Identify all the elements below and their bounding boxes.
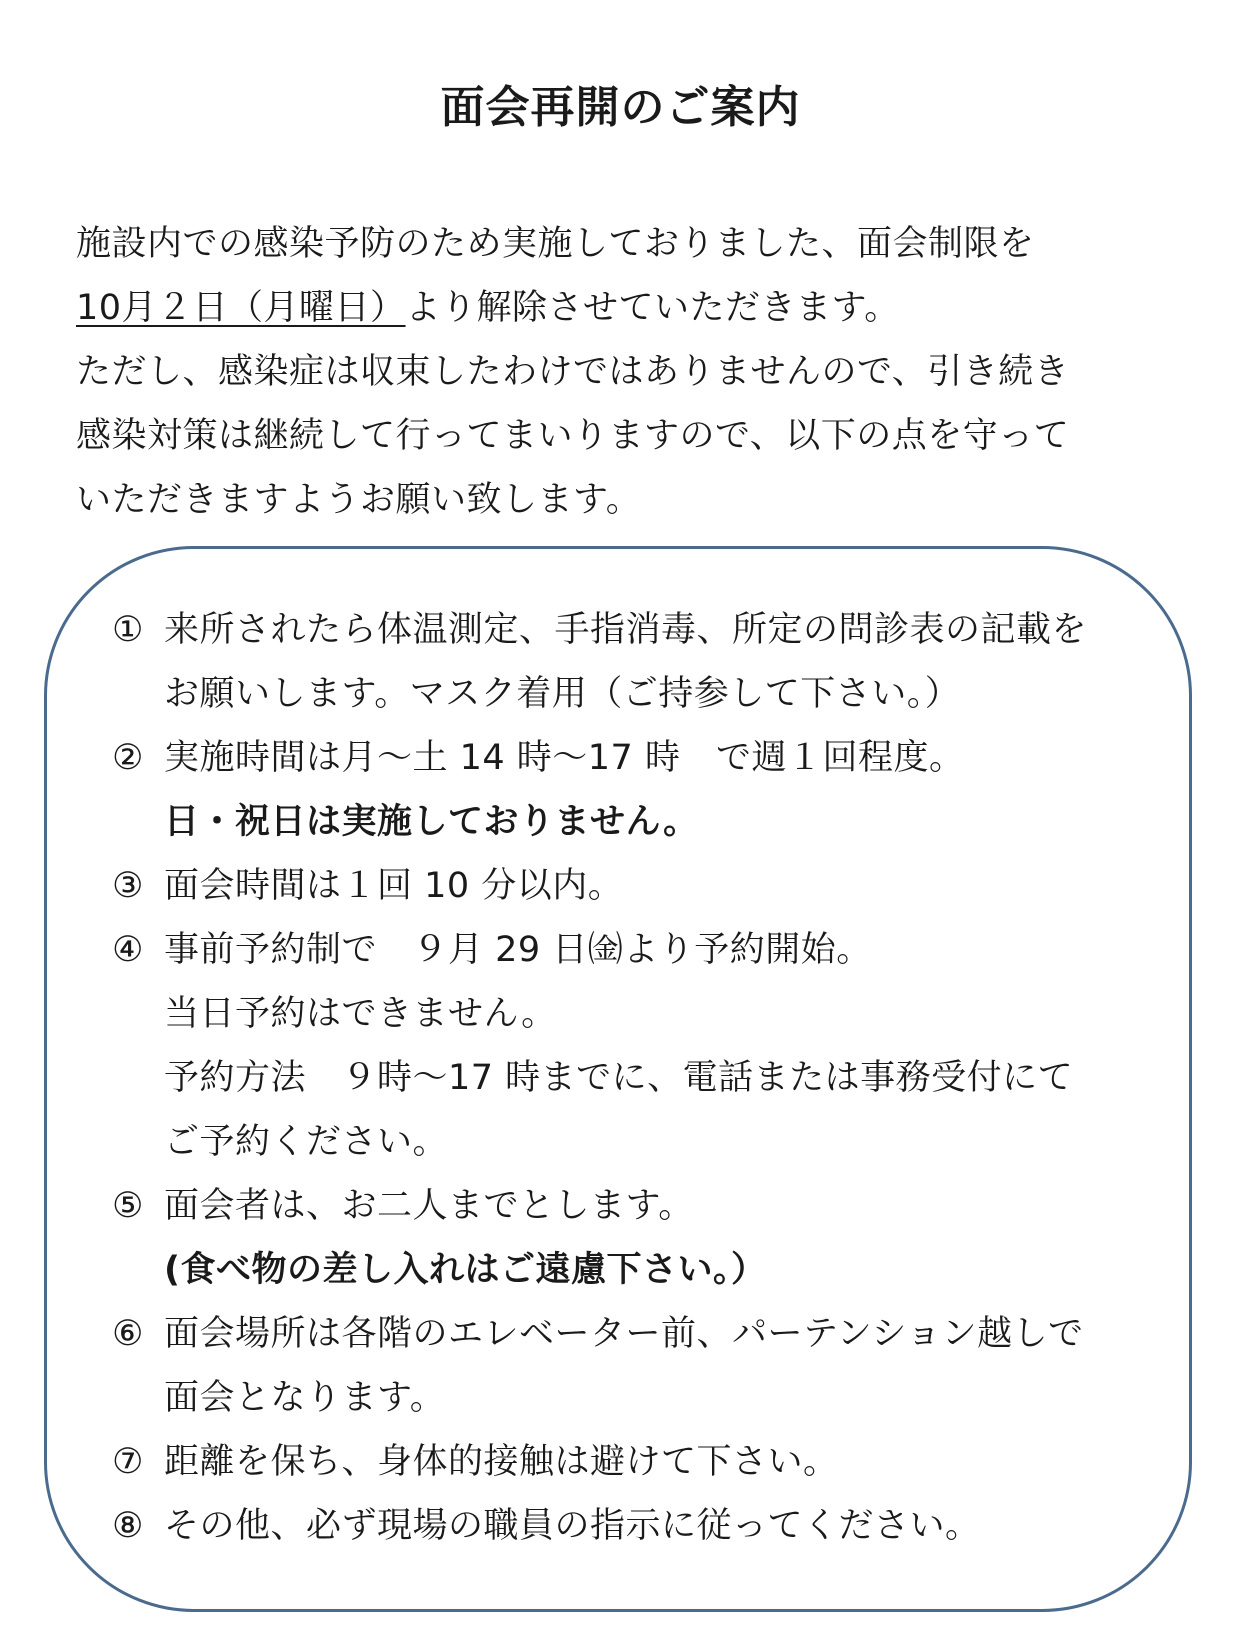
rule-item-1-cont [108, 662, 1178, 726]
rule-item-6-cont [108, 1366, 1178, 1430]
intro-line-2 [76, 276, 1186, 340]
reopen-date: 10月２日（月曜日） [76, 288, 406, 328]
rule-number: ② [112, 738, 144, 778]
rule-text: 来所されたら体温測定、手指消毒、所定の問診表の記載を [164, 610, 1088, 650]
rule-text: 面会時間は１回 10 分以内。 [164, 866, 624, 906]
rule-text: ご予約ください。 [164, 1122, 449, 1162]
rule-text: 面会となります。 [164, 1378, 446, 1418]
rule-number: ③ [112, 866, 144, 906]
rule-item-4 [108, 918, 1178, 982]
rule-text-emphasis: (食べ物の差し入れはご遠慮下さい。） [164, 1250, 767, 1290]
intro-line-3: ただし、感染症は収束したわけではありませんので、引き続き [76, 352, 1070, 392]
rule-text: 面会場所は各階のエレベーター前、パーテンション越しで [164, 1314, 1084, 1354]
rule-number: ⑥ [112, 1314, 144, 1354]
rule-number: ④ [112, 930, 144, 970]
rule-number: ① [112, 610, 144, 650]
rule-item-4-cont [108, 1110, 1178, 1174]
rule-item-6 [108, 1302, 1178, 1366]
rule-item-2 [108, 726, 1178, 790]
rule-text: 当日予約はできません。 [164, 994, 557, 1034]
rule-number: ⑦ [112, 1442, 144, 1482]
rule-text: 予約方法 ９時～17 時までに、電話または事務受付にて [164, 1058, 1074, 1098]
page-title: 面会再開のご案内 [440, 82, 801, 133]
intro-line-1: 施設内での感染予防のため実施しておりました、面会制限を [76, 224, 1035, 264]
intro-line-5: いただきますようお願い致します。 [76, 480, 642, 520]
rule-item-5 [108, 1174, 1178, 1238]
rule-text: 距離を保ち、身体的接触は避けて下さい。 [164, 1442, 839, 1482]
rule-text: 面会者は、お二人までとします。 [164, 1186, 694, 1226]
rule-item-7 [108, 1430, 1178, 1494]
rule-item-8 [108, 1494, 1178, 1558]
rule-number: ⑧ [112, 1506, 144, 1546]
rule-text: その他、必ず現場の職員の指示に従ってください。 [164, 1506, 981, 1546]
rule-item-3 [108, 854, 1178, 918]
rule-item-4-cont [108, 1046, 1178, 1110]
intro-paragraph [76, 212, 1186, 532]
rule-text: 事前予約制で ９月 29 日㈮より予約開始。 [164, 930, 872, 970]
rules-list [108, 598, 1178, 1558]
rule-item-4-cont [108, 982, 1178, 1046]
rule-item-1 [108, 598, 1178, 662]
rule-number: ⑤ [112, 1186, 144, 1226]
rule-item-2-cont [108, 790, 1178, 854]
intro-line-4: 感染対策は継続して行ってまいりますので、以下の点を守って [76, 416, 1070, 456]
intro-line-2-rest: より解除させていただきます。 [405, 288, 900, 328]
rule-text: 実施時間は月～土 14 時～17 時 で週１回程度。 [164, 738, 965, 778]
rule-text: お願いします。マスク着用（ご持参して下さい。） [164, 674, 961, 714]
rule-text-emphasis: 日・祝日は実施しておりません。 [164, 802, 699, 842]
rule-item-5-cont [108, 1238, 1178, 1302]
